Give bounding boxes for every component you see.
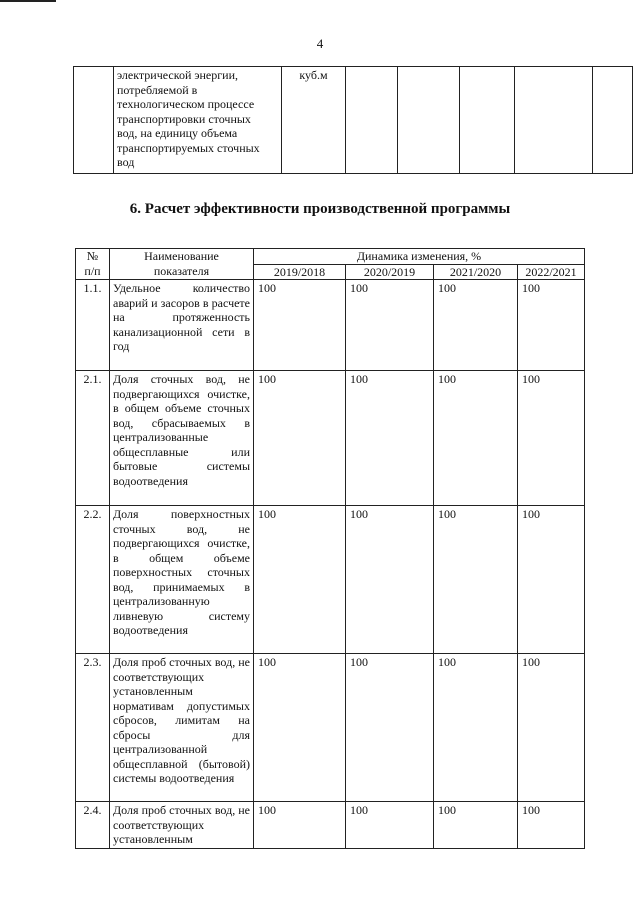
value-cell: 100 bbox=[346, 371, 434, 506]
unit-cell: куб.м bbox=[282, 67, 346, 174]
header-name bbox=[110, 249, 254, 280]
corner-mark bbox=[0, 0, 56, 2]
table-row bbox=[74, 67, 633, 174]
value-cell: 100 bbox=[346, 802, 434, 849]
header-year: 2020/2019 bbox=[346, 264, 434, 280]
header-year: 2021/2020 bbox=[434, 264, 518, 280]
value-cell: 100 bbox=[434, 371, 518, 506]
name-line: потребляемой в bbox=[117, 82, 198, 97]
value-cell: 100 bbox=[254, 654, 346, 802]
empty-cell bbox=[346, 67, 398, 174]
table-row bbox=[76, 371, 585, 506]
header-name-line: Наименование bbox=[144, 249, 219, 263]
table-row bbox=[76, 506, 585, 654]
value-cell: 100 bbox=[518, 371, 585, 506]
name-line: электрической энергии, bbox=[117, 68, 239, 82]
section-title: 6. Расчет эффективности производственной программы bbox=[129, 201, 511, 217]
name-line: вод bbox=[117, 155, 135, 169]
indicator-name: Удельное количество аварий и засоров в расчете на протяженность канализационной сети в год bbox=[110, 280, 254, 371]
value-cell: 100 bbox=[434, 506, 518, 654]
empty-cell bbox=[460, 67, 515, 174]
value-cell: 100 bbox=[518, 506, 585, 654]
header-year: 2019/2018 bbox=[254, 264, 346, 280]
value-cell: 100 bbox=[434, 802, 518, 849]
indicator-name-cell bbox=[114, 67, 282, 174]
continuation-table bbox=[73, 66, 633, 174]
table-row bbox=[76, 654, 585, 802]
header-num-line: п/п bbox=[84, 263, 101, 278]
empty-cell bbox=[74, 67, 114, 174]
value-cell: 100 bbox=[434, 280, 518, 371]
row-number: 2.4. bbox=[76, 802, 110, 849]
value-cell: 100 bbox=[254, 802, 346, 849]
value-cell: 100 bbox=[346, 654, 434, 802]
row-number: 1.1. bbox=[76, 280, 110, 371]
name-line: технологическом процессе bbox=[117, 97, 255, 111]
value-cell: 100 bbox=[434, 654, 518, 802]
value-cell: 100 bbox=[518, 654, 585, 802]
page-number: 4 bbox=[316, 36, 324, 51]
header-group: Динамика изменения, % bbox=[254, 249, 585, 265]
header-num-line: № bbox=[86, 249, 99, 263]
value-cell: 100 bbox=[346, 280, 434, 371]
empty-cell bbox=[515, 67, 593, 174]
row-number: 2.1. bbox=[76, 371, 110, 506]
empty-cell bbox=[398, 67, 460, 174]
header-row bbox=[76, 249, 585, 265]
name-line: транспортируемых сточных bbox=[117, 140, 260, 155]
row-number: 2.2. bbox=[76, 506, 110, 654]
row-number: 2.3. bbox=[76, 654, 110, 802]
value-cell: 100 bbox=[518, 802, 585, 849]
empty-cell bbox=[593, 67, 633, 174]
efficiency-table bbox=[75, 248, 585, 849]
value-cell: 100 bbox=[254, 371, 346, 506]
header-name-line: показателя bbox=[153, 263, 210, 278]
table-row bbox=[76, 802, 585, 849]
value-cell: 100 bbox=[518, 280, 585, 371]
table-row bbox=[76, 280, 585, 371]
indicator-name: Доля проб сточных вод, не соответствующих установленным bbox=[110, 802, 254, 849]
header-num bbox=[76, 249, 110, 280]
name-line: вод, на единицу объема bbox=[117, 126, 238, 140]
value-cell: 100 bbox=[254, 506, 346, 654]
value-cell: 100 bbox=[346, 506, 434, 654]
value-cell: 100 bbox=[254, 280, 346, 371]
header-year: 2022/2021 bbox=[518, 264, 585, 280]
indicator-name: Доля сточных вод, не подвергающихся очистке, в общем объеме сточных вод, сбрасываемых в централизованные общесплавные или бытовые системы водоотведения bbox=[110, 371, 254, 506]
indicator-name: Доля проб сточных вод, не соответствующих установленным нормативам допустимых сбросов, лимитам на сбросы для централизованной общесплавной (бытовой) системы водоотведения bbox=[110, 654, 254, 802]
indicator-name: Доля поверхностных сточных вод, не подвергающихся очистке, в общем объеме поверхностных сточных вод, принимаемых в централизованную ливневую систему водоотведения bbox=[110, 506, 254, 654]
name-line: транспортировки сточных bbox=[117, 111, 251, 126]
